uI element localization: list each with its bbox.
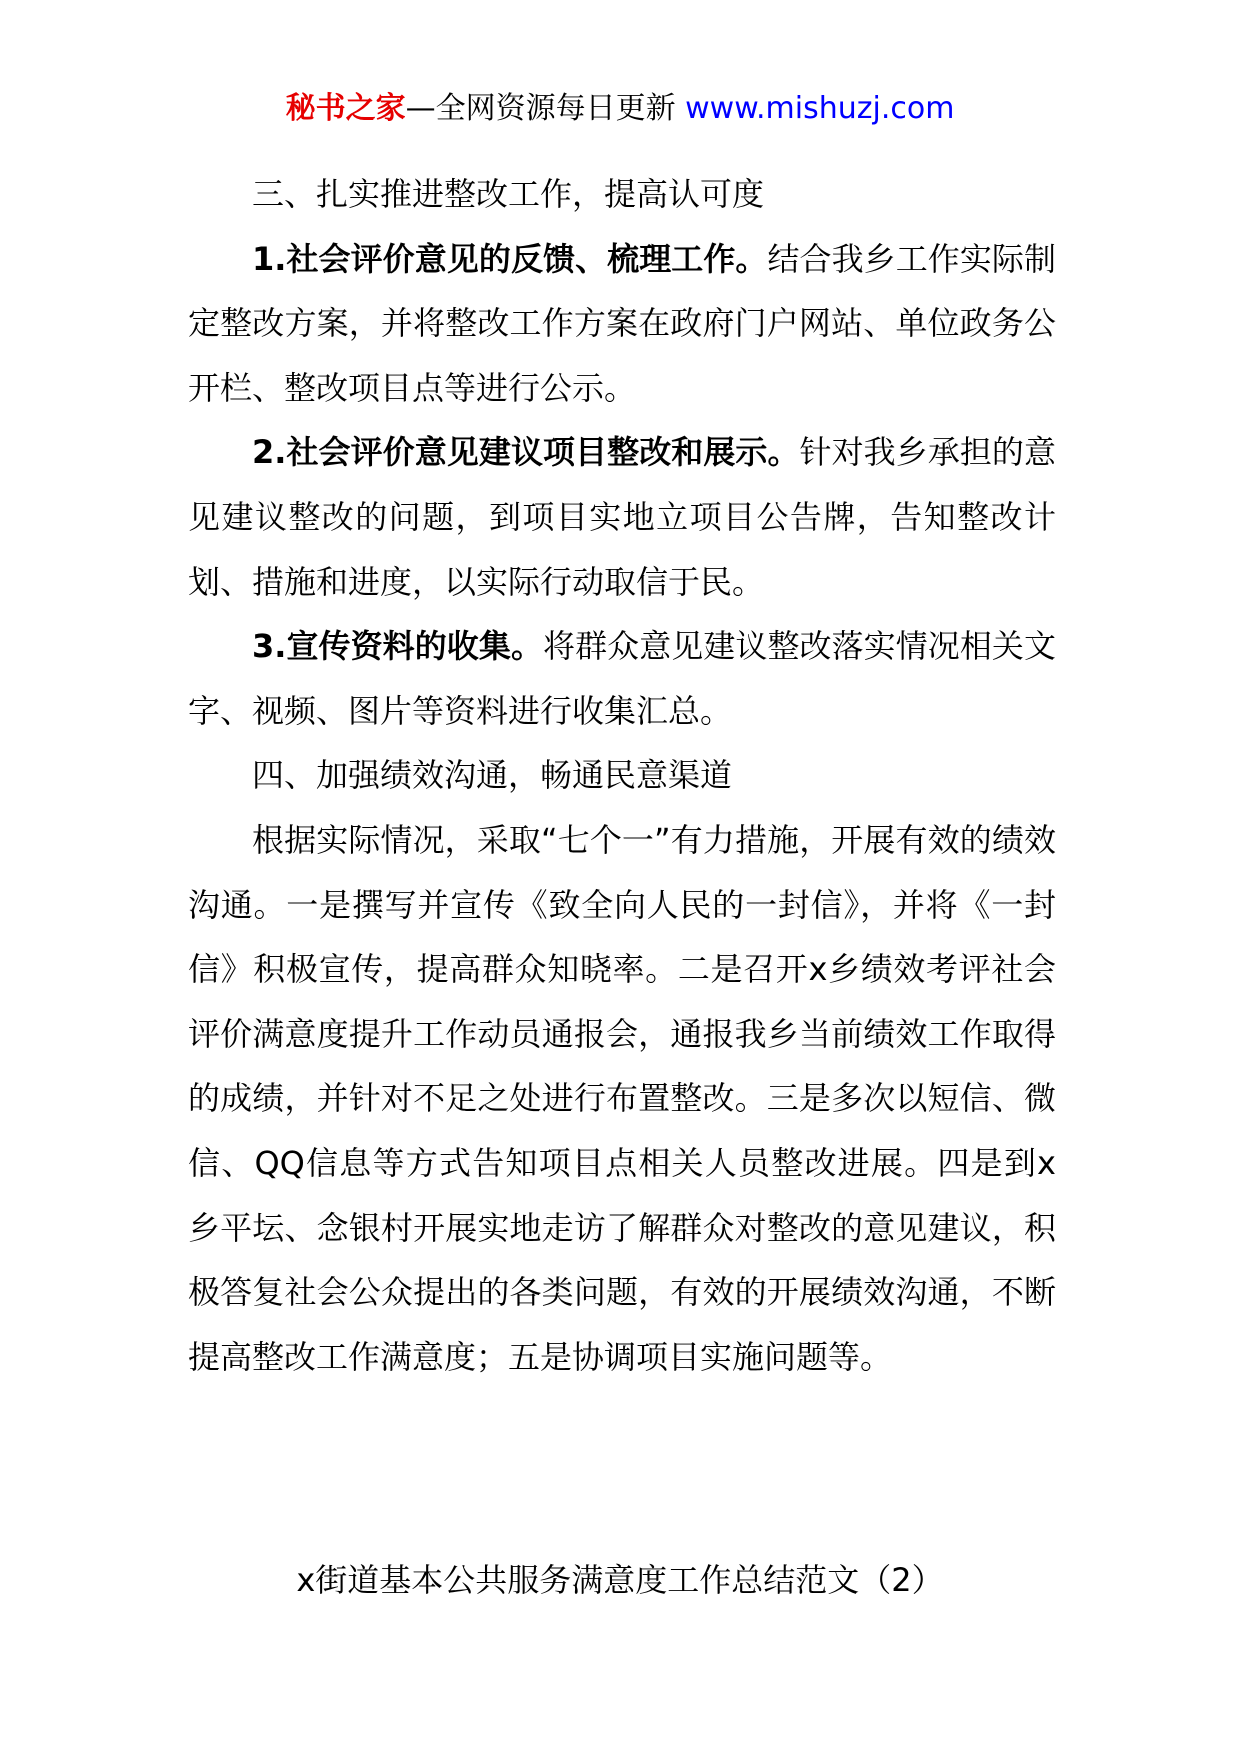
header-tagline: —全网资源每日更新 bbox=[405, 91, 676, 126]
document-body bbox=[188, 162, 1056, 1389]
site-header bbox=[0, 84, 1240, 134]
next-article-title: x街道基本公共服务满意度工作总结范文（2） bbox=[296, 1561, 944, 1599]
item-2-text: 针对我乡承担的意见建议整改的问题，到项目实地立项目公告牌，告知整改计划、措施和进度，以实际行动取信于民。 bbox=[188, 433, 1056, 601]
item-1-lead: 1.社会评价意见的反馈、梳理工作。 bbox=[252, 239, 768, 278]
item-3-lead: 3.宣传资料的收集。 bbox=[252, 627, 544, 666]
brand-name: 秘书之家 bbox=[285, 91, 406, 126]
section-3-heading: 三、扎实推进整改工作，提高认可度 bbox=[252, 175, 765, 213]
section-3-item-2 bbox=[188, 420, 1056, 614]
item-2-lead: 2.社会评价意见建议项目整改和展示。 bbox=[252, 433, 800, 472]
section-3-item-3 bbox=[188, 614, 1056, 743]
section-3-item-1 bbox=[188, 227, 1056, 421]
site-url-link[interactable]: www.mishuzj.com bbox=[685, 91, 955, 126]
section-4-heading: 四、加强绩效沟通，畅通民意渠道 bbox=[252, 756, 733, 795]
item-1-text: 结合我乡工作实际制定整改方案，并将整改工作方案在政府门户网站、单位政务公开栏、整改项目点等进行公示。 bbox=[188, 239, 1056, 407]
item-3-text: 将群众意见建议整改落实情况相关文字、视频、图片等资料进行收集汇总。 bbox=[188, 627, 1056, 730]
section-4-body: 根据实际情况，采取“七个一”有力措施，开展有效的绩效沟通。一是撰写并宣传《致全向人民的一封信》，并将《一封信》积极宣传，提高群众知晓率。二是召开x乡绩效考评社会评价满意度提升工作动员通报会，通报我乡当前绩效工作取得的成绩，并针对不足之处进行布置整改。三是多次以短信、微信、QQ信息等方式告知项目点相关人员整改进展。四是到x乡平坛、念银村开展实地走访了解群众对整改的意见建议，积极答复社会公众提出的各类问题，有效的开展绩效沟通，不断提高整改工作满意度；五是协调项目实施问题等。 bbox=[188, 820, 1056, 1376]
